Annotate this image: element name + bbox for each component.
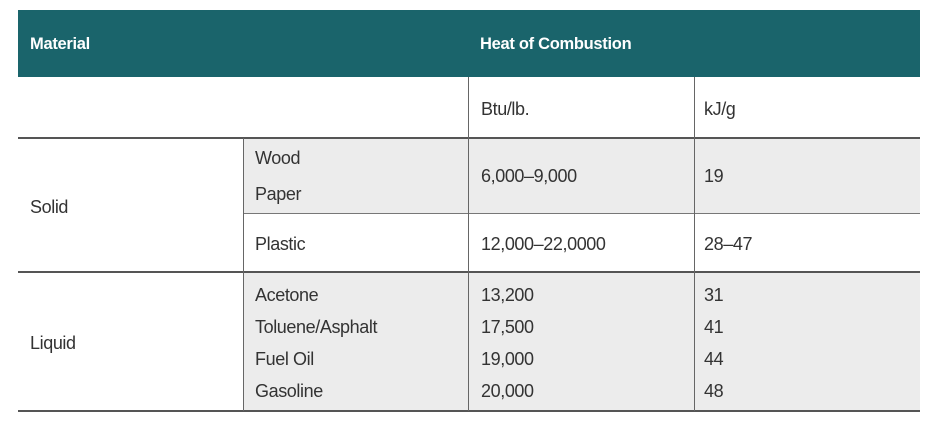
table-header (18, 10, 920, 77)
rule-below-units (18, 137, 920, 139)
divider-material (243, 138, 244, 411)
divider-btu (468, 77, 469, 411)
material-plastic: Plastic (255, 234, 306, 254)
group-label-solid: Solid (30, 197, 69, 217)
material-acetone: Acetone (255, 285, 319, 305)
rule-bottom (18, 410, 920, 412)
rule-below-solid (18, 271, 920, 273)
kj-toluene-asphalt: 41 (704, 317, 724, 337)
kj-plastic: 28–47 (704, 234, 753, 254)
material-toluene-asphalt: Toluene/Asphalt (255, 317, 378, 337)
rule-below-wood-paper (243, 213, 920, 214)
kj-acetone: 31 (704, 285, 724, 305)
btu-acetone: 13,200 (481, 285, 534, 305)
material-fuel-oil: Fuel Oil (255, 349, 314, 369)
material-gasoline: Gasoline (255, 381, 323, 401)
kj-gasoline: 48 (704, 381, 724, 401)
group-label-liquid: Liquid (30, 333, 76, 353)
btu-plastic: 12,000–22,0000 (481, 234, 606, 254)
material-wood: Wood (255, 148, 301, 168)
unit-kj: kJ/g (704, 99, 736, 119)
btu-gasoline: 20,000 (481, 381, 534, 401)
header-heat-of-combustion: Heat of Combustion (480, 35, 632, 53)
divider-kj (694, 77, 695, 411)
btu-fuel-oil: 19,000 (481, 349, 534, 369)
btu-wood-paper: 6,000–9,000 (481, 166, 577, 186)
header-material: Material (30, 35, 90, 53)
unit-btu: Btu/lb. (481, 99, 530, 119)
kj-fuel-oil: 44 (704, 349, 724, 369)
btu-toluene-asphalt: 17,500 (481, 317, 534, 337)
units-row (18, 77, 920, 138)
material-paper: Paper (255, 184, 302, 204)
kj-wood-paper: 19 (704, 166, 724, 186)
